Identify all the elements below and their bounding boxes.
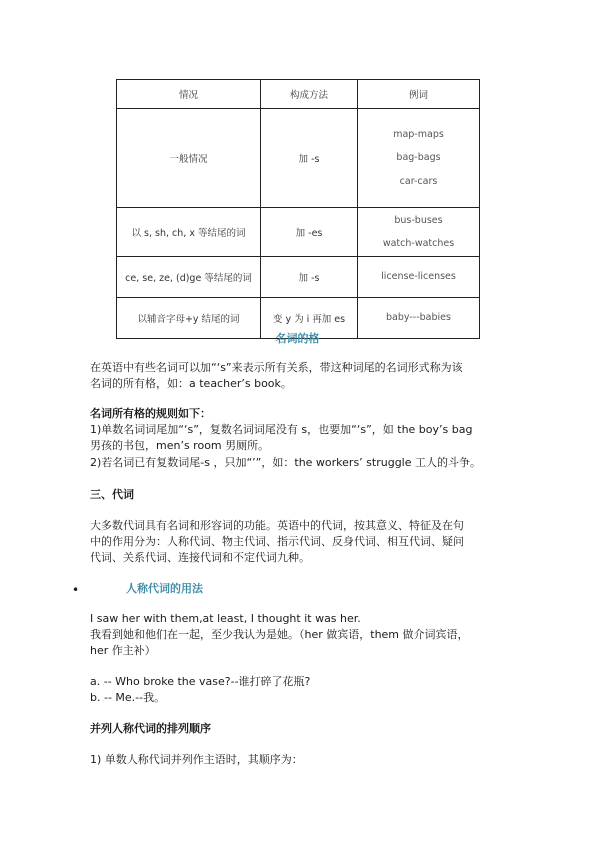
rule-line: 2)若名词已有复数词尾-s ，只加“’”，如：the workers’ struggle 工人的斗争。 (90, 456, 481, 469)
table-row (117, 257, 480, 298)
rule-line: 男孩的书包，men’s room 男厕所。 (90, 439, 270, 452)
personal-pronoun-heading: 人称代词的用法 (126, 582, 203, 595)
example-word: watch-watches (382, 238, 455, 249)
noun-plural-rules-table (116, 79, 480, 339)
examples-cell (358, 208, 480, 257)
method-cell: 加 -s (261, 257, 358, 298)
table-row (117, 208, 480, 257)
paragraph-line: 代词、关系代词、连接代词和不定代词九种。 (90, 551, 310, 564)
order-heading: 并列人称代词的排列顺序 (90, 722, 211, 735)
example-word: bus-buses (394, 214, 443, 226)
example-sentence-en: I saw her with them,at least, I thought it was her. (90, 612, 361, 625)
situation-cell: 以 s, sh, ch, x 等结尾的词 (117, 208, 261, 257)
situation-cell: ce, se, ze, (d)ge 等结尾的词 (117, 257, 261, 298)
example-word: map-maps (393, 128, 444, 140)
examples-cell (358, 257, 480, 298)
order-item: 1) 单数人称代词并列作主语时，其顺序为： (90, 753, 303, 766)
example-sentence-cn: 我看到她和他们在一起，至少我认为是她。（her 做宾语，them 做介词宾语， (90, 628, 469, 641)
table-header-cell: 情况 (117, 80, 261, 109)
section-heading-pronouns: 三、代词 (90, 488, 134, 501)
dialog-line: b. -- Me.--我。 (90, 691, 166, 704)
rule-line: 1)单数名词词尾加“‘s”，复数名词词尾没有 s，也要加“‘s”，如 the boy’s bag (90, 423, 473, 436)
paragraph-line: 大多数代词具有名词和形容词的功能。英语中的代词，按其意义、特征及在句 (90, 519, 464, 532)
example-word: license-licenses (381, 271, 456, 283)
method-cell: 加 -es (261, 208, 358, 257)
table-row (117, 109, 480, 208)
table-header-row (117, 80, 480, 109)
paragraph-line: 在英语中有些名词可以加“‘s”来表示所有关系，带这种词尾的名词形式称为该 (90, 361, 463, 374)
situation-cell: 以辅音字母+y 结尾的词 (117, 298, 261, 339)
paragraph-line: 名词的所有格，如：a teacher’s book。 (90, 377, 292, 390)
example-word: bag-bags (396, 152, 441, 164)
method-cell: 变 y 为 i 再加 es (261, 298, 358, 339)
section-heading-possessive: 名词的格 (275, 332, 320, 345)
examples-cell (358, 109, 480, 208)
example-word: baby---babies (386, 312, 451, 324)
rules-title: 名词所有格的规则如下： (90, 407, 211, 420)
paragraph-line: 中的作用分为：人称代词、物主代词、指示代词、反身代词、相互代词、疑问 (90, 535, 464, 548)
example-word: car-cars (399, 175, 438, 187)
situation-cell: 一般情况 (117, 109, 261, 208)
dialog-line: a. -- Who broke the vase?--谁打碎了花瓶? (90, 675, 311, 688)
table-header-cell: 构成方法 (261, 80, 358, 109)
method-cell: 加 -s (261, 109, 358, 208)
bullet-marker: • (72, 583, 80, 597)
table-header-cell: 例词 (358, 80, 480, 109)
example-sentence-cn: her 作主补） (90, 644, 156, 657)
